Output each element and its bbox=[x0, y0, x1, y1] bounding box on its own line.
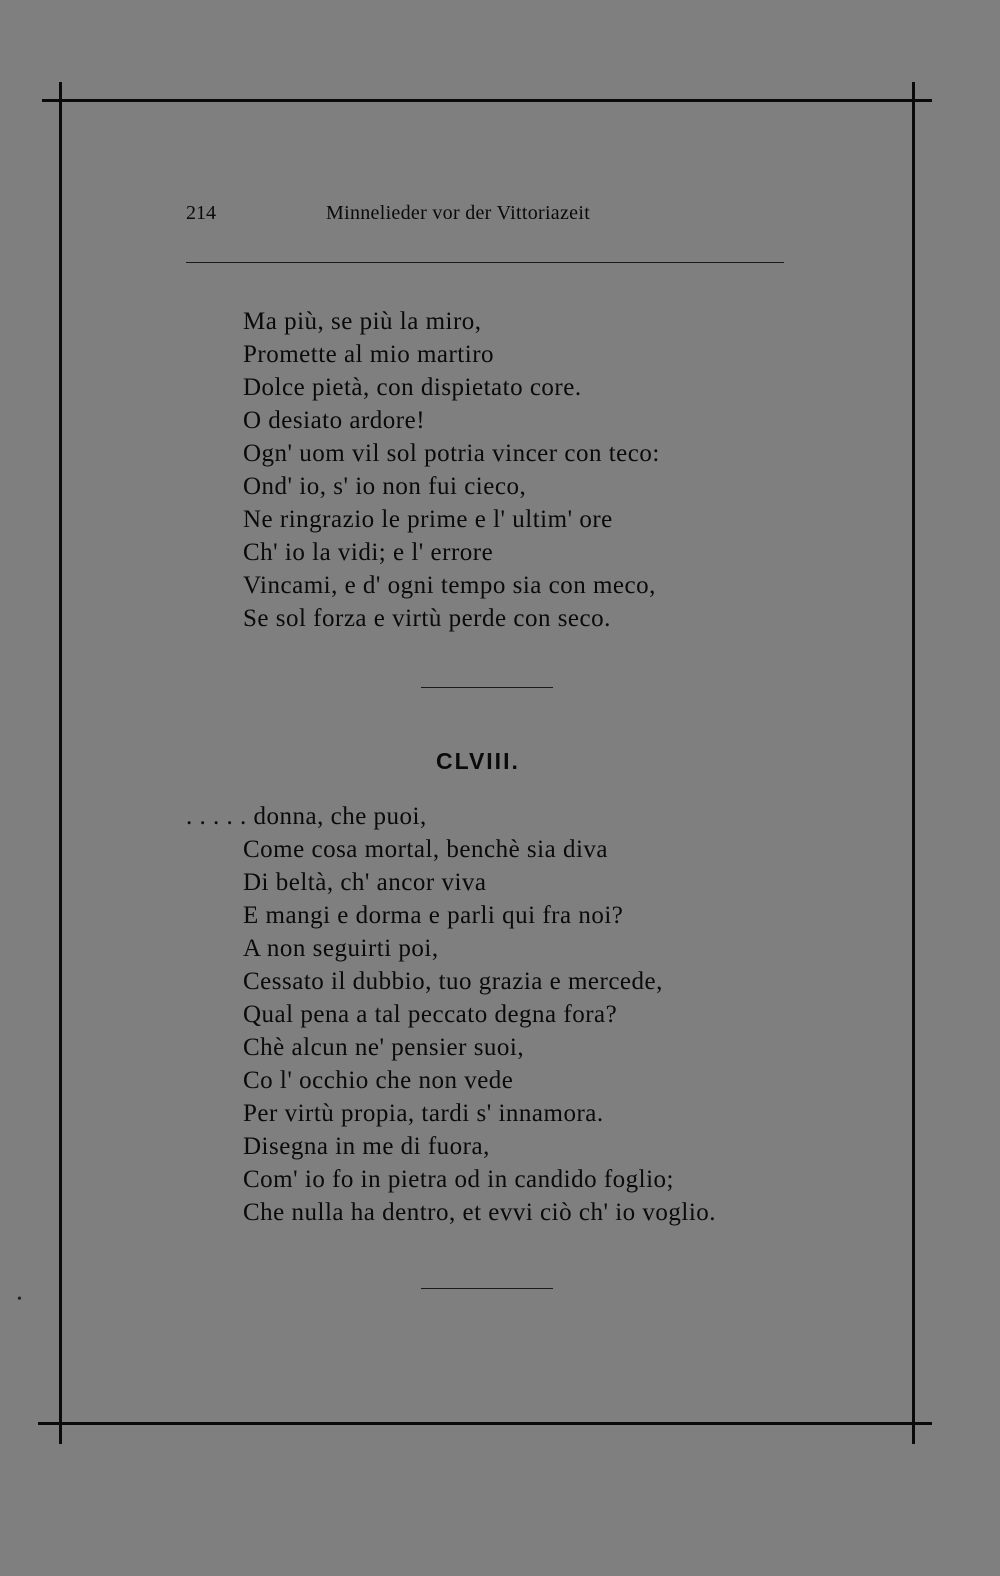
verse-line: Ma più, se più la miro, bbox=[243, 308, 482, 335]
verse-line: E mangi e dorma e parli qui fra noi? bbox=[243, 902, 624, 929]
verse-line: Dolce pietà, con dispietato core. bbox=[243, 374, 582, 401]
verse-line: Di beltà, ch' ancor viva bbox=[243, 869, 487, 896]
verse-line: Ogn' uom vil sol potria vincer con teco: bbox=[243, 440, 660, 467]
verse-line: Per virtù propia, tardi s' innamora. bbox=[243, 1100, 604, 1127]
verse-line: Chè alcun ne' pensier suoi, bbox=[243, 1034, 525, 1061]
verse-line: . . . . . donna, che puoi, bbox=[186, 803, 427, 830]
poem-2-stanza bbox=[186, 800, 716, 1229]
verse-line: Vincami, e d' ogni tempo sia con meco, bbox=[243, 572, 656, 599]
verse-line: Disegna in me di fuora, bbox=[243, 1133, 490, 1160]
poem-title: CLVIII. bbox=[436, 748, 520, 774]
verse-line: Ond' io, s' io non fui cieco, bbox=[243, 473, 527, 500]
verse-line: O desiato ardore! bbox=[243, 407, 426, 434]
poem-1-stanza bbox=[243, 305, 660, 635]
verse-line: Come cosa mortal, benchè sia diva bbox=[243, 836, 608, 863]
verse-line: Se sol forza e virtù perde con seco. bbox=[243, 605, 611, 632]
verse-line: Promette al mio martiro bbox=[243, 341, 495, 368]
verse-line: Cessato il dubbio, tuo grazia e mercede, bbox=[243, 968, 663, 995]
verse-line: A non seguirti poi, bbox=[243, 935, 439, 962]
page-header bbox=[186, 202, 786, 232]
verse-line: Qual pena a tal peccato degna fora? bbox=[243, 1001, 618, 1028]
verse-line: Che nulla ha dentro, et evvi ciò ch' io voglio. bbox=[243, 1199, 717, 1226]
frame-right-rule bbox=[912, 82, 915, 1444]
section-divider bbox=[421, 1288, 553, 1289]
section-divider bbox=[421, 687, 553, 688]
running-head: Minnelieder vor der Vittoriazeit bbox=[326, 202, 591, 224]
verse-line: Com' io fo in pietra od in candido foglio; bbox=[243, 1166, 674, 1193]
verse-line: Co l' occhio che non vede bbox=[243, 1067, 514, 1094]
frame-left-rule bbox=[59, 82, 62, 1444]
verse-line: Ne ringrazio le prime e l' ultim' ore bbox=[243, 506, 613, 533]
frame-bottom-rule bbox=[38, 1422, 932, 1425]
verse-line: Ch' io la vidi; e l' errore bbox=[243, 539, 494, 566]
page-number: 214 bbox=[186, 202, 216, 224]
frame-top-rule bbox=[42, 99, 932, 102]
header-rule bbox=[186, 262, 784, 263]
scan-speck: • bbox=[17, 1292, 22, 1307]
